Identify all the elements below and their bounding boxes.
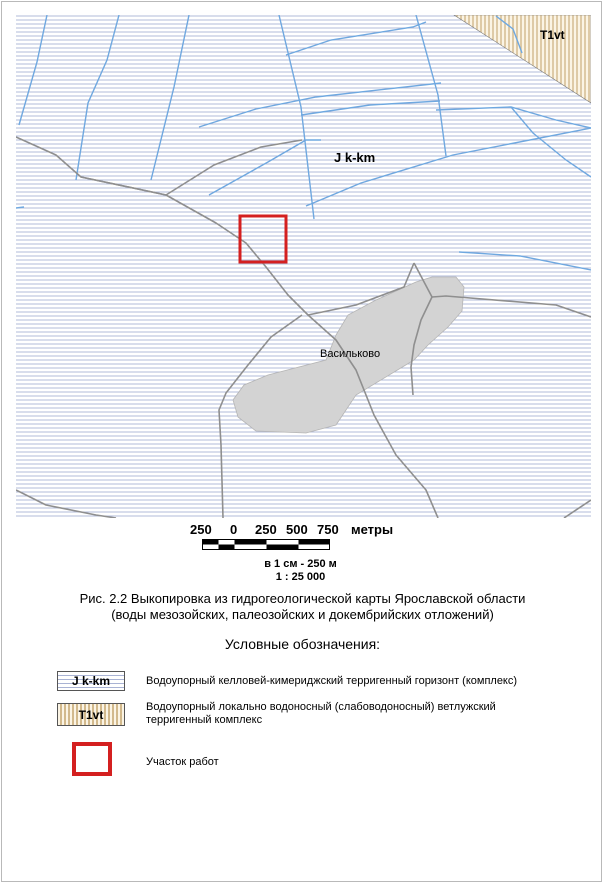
map-label-t1vt: T1vt — [540, 28, 565, 42]
settlement-label: Васильково — [320, 348, 381, 360]
scale-tick-2: 0 — [230, 522, 238, 537]
map-label-jkkm: J k-km — [334, 150, 376, 165]
legend-text-site: Участок работ — [146, 756, 219, 768]
map-excerpt — [16, 15, 591, 518]
scale-tick-4: 500 — [286, 522, 308, 537]
legend-swatch-jkkm-label: J k-km — [71, 674, 111, 688]
figure-caption-line2: (воды мезозойских, палеозойских и докембрийских отложений) — [111, 607, 494, 622]
scale-tick-3: 250 — [255, 522, 277, 537]
legend-swatch-jkkm — [57, 671, 125, 691]
legend-swatch-t1vt — [57, 703, 125, 726]
scale-bar-graphic — [202, 539, 330, 550]
legend-text-t1vt: Водоупорный локально водоносный (слабоводоносный) ветлужский терригенный комплекс — [146, 701, 496, 726]
scale-tick-1: 250 — [190, 522, 212, 537]
figure-caption-line1: Рис. 2.2 Выкопировка из гидрогеологической карты Ярославской области — [79, 591, 526, 606]
scale-unit: метры — [351, 522, 394, 537]
scale-tick-5: 750 — [317, 522, 339, 537]
map-canvas — [16, 15, 591, 518]
scale-text-1: в 1 см - 250 м — [264, 558, 337, 570]
legend-title: Условные обозначения: — [224, 636, 381, 652]
jkkm-area — [16, 15, 591, 518]
legend-swatch-t1vt-label: T1vt — [78, 707, 104, 722]
scale-text-2: 1 : 25 000 — [275, 571, 326, 583]
legend-swatch-site — [72, 742, 112, 776]
legend-text-jkkm: Водоупорный келловей-кимериджский терригенный горизонт (комплекс) — [146, 675, 518, 687]
